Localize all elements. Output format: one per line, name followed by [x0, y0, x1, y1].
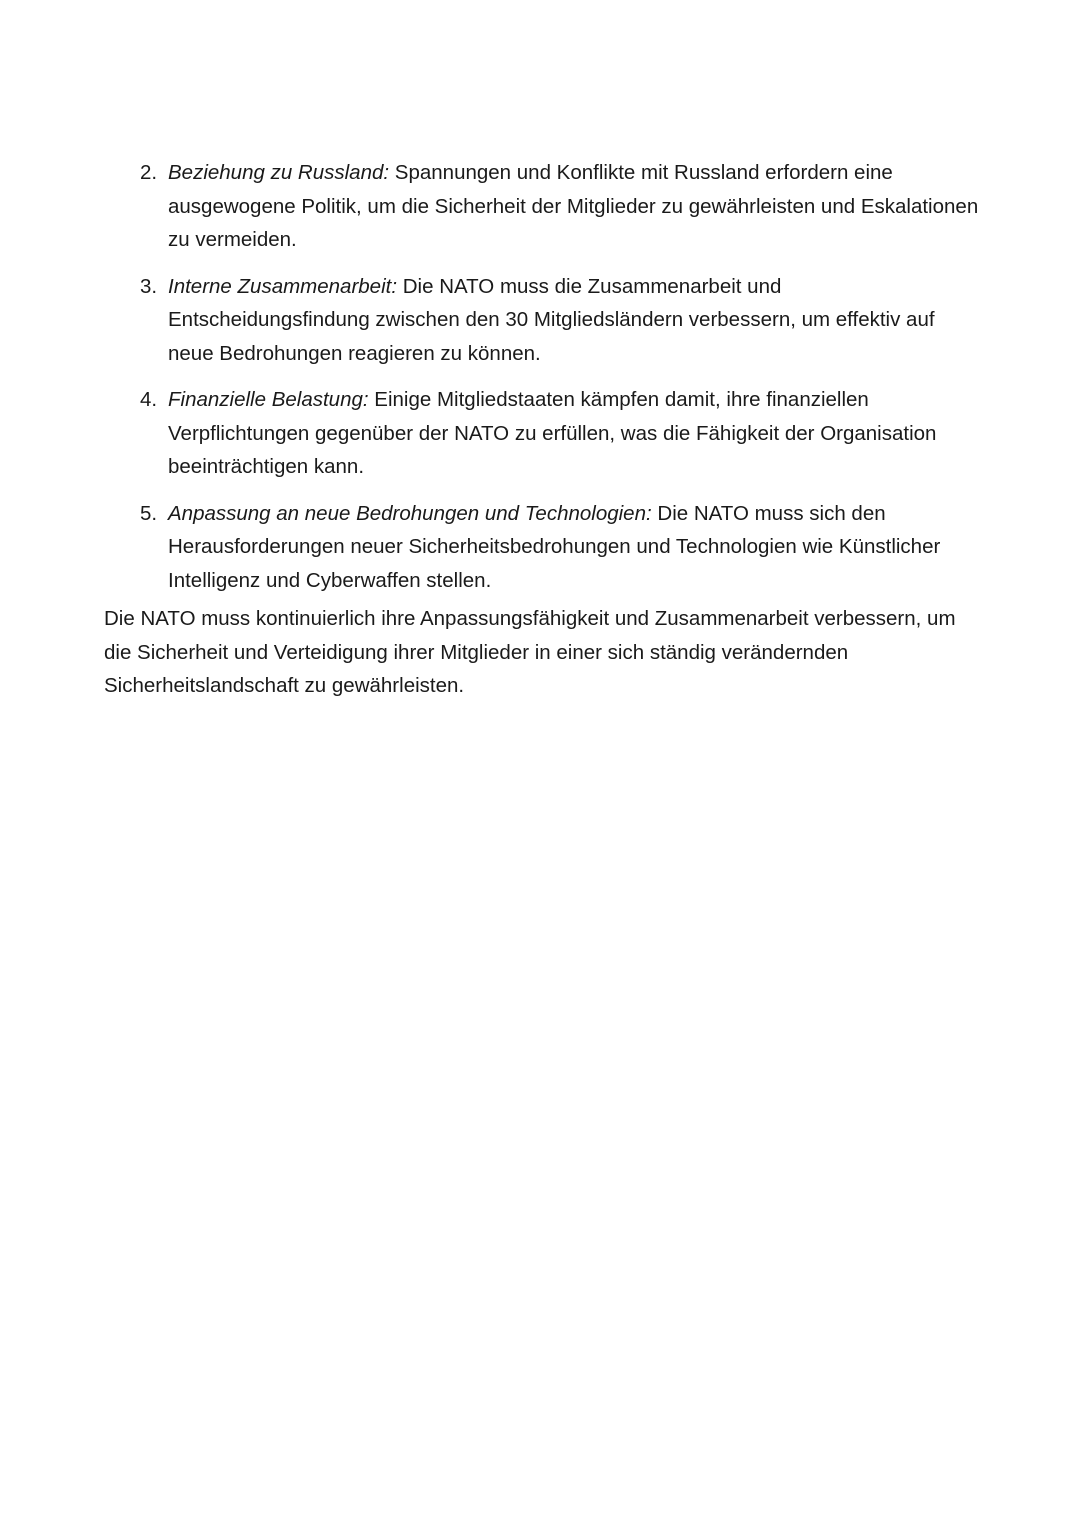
list-item-term: Beziehung zu Russland:	[168, 161, 390, 184]
list-item-number: 5.	[140, 501, 158, 525]
list-item	[104, 270, 984, 371]
list-item-number: 2.	[140, 161, 158, 184]
closing-paragraph: Die NATO muss kontinuierlich ihre Anpassungsfähigkeit und Zusammenarbeit verbessern, um die Sicherheit und Verteidigung ihrer Mitglieder in einer sich ständig verändernden Sicherheitslandschaft zu gewährleisten.	[104, 607, 956, 697]
list-item-number: 3.	[140, 274, 158, 298]
challenges-list	[104, 156, 984, 610]
list-item	[104, 156, 984, 257]
list-item-text: Die NATO muss sich den Herausforderungen neuer Sicherheitsbedrohungen und Technologien wie Künstlicher Intelligenz und Cyberwaffen stellen.	[168, 501, 941, 592]
list-item-term: Anpassung an neue Bedrohungen und Technologien:	[168, 501, 652, 525]
list-item-text: Einige Mitgliedstaaten kämpfen damit, ihre finanziellen Verpflichtungen gegenüber der NATO zu erfüllen, was die Fähigkeit der Organisation beeinträchtigen kann.	[168, 388, 937, 478]
list-item-text: Spannungen und Konflikte mit Russland erfordern eine ausgewogene Politik, um die Sicherheit der Mitglieder zu gewährleisten und Eskalationen zu vermeiden.	[168, 161, 979, 251]
list-item	[104, 383, 984, 484]
list-item-text: Die NATO muss die Zusammenarbeit und Entscheidungsfindung zwischen den 30 Mitgliedsländern verbessern, um effektiv auf neue Bedrohungen reagieren zu können.	[168, 274, 935, 365]
list-item-term: Finanzielle Belastung:	[168, 388, 369, 411]
list-item-term: Interne Zusammenarbeit:	[168, 274, 398, 298]
list-item	[104, 497, 984, 598]
list-item-number: 4.	[140, 388, 158, 411]
